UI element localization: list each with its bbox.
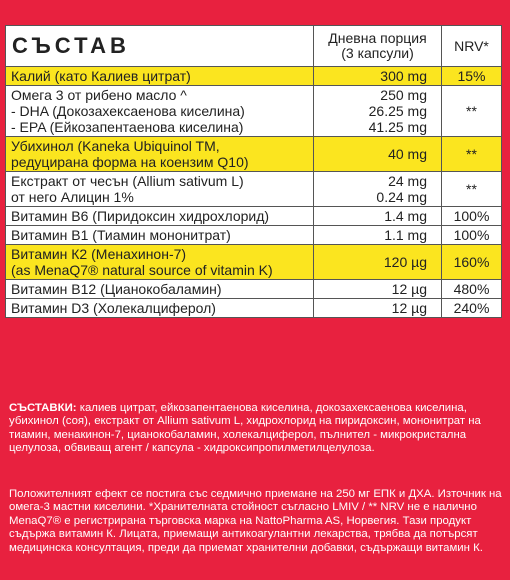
ingredients-paragraph xyxy=(9,402,503,456)
nrv-cell: 480% xyxy=(442,280,502,299)
nutrient-name-cell: Витамин В12 (Цианокобаламин) xyxy=(6,280,314,299)
table-row xyxy=(6,172,502,207)
nrv-column-header: NRV* xyxy=(442,26,502,67)
nrv-cell: 15% xyxy=(442,67,502,86)
table-row xyxy=(6,86,502,137)
nutrient-name-cell: Омега 3 от рибено масло ^ - DHA (Докозахексаенова киселина) - EPA (Ейкозапентаенова киселина) xyxy=(6,86,314,137)
nrv-cell: ** xyxy=(442,86,502,137)
nutrient-name-cell: Витамин К2 (Менахинон-7) (as MenaQ7® natural source of vitamin K) xyxy=(6,245,314,280)
nrv-cell: ** xyxy=(442,137,502,172)
daily-dose-cell: 1.1 mg xyxy=(314,226,442,245)
nrv-cell: 100% xyxy=(442,207,502,226)
daily-dose-cell: 120 µg xyxy=(314,245,442,280)
ingredients-label: СЪСТАВКИ: xyxy=(9,402,77,414)
nutrient-name-cell: Витамин В1 (Тиамин мононитрат) xyxy=(6,226,314,245)
composition-table xyxy=(5,25,502,318)
daily-dose-cell: 300 mg xyxy=(314,67,442,86)
composition-table-container xyxy=(5,25,501,318)
nrv-cell: ** xyxy=(442,172,502,207)
table-title: СЪСТАВ xyxy=(6,26,314,67)
nutrient-name-cell: Убихинол (Kaneka Ubiquinol TM, редуцирана форма на коензим Q10) xyxy=(6,137,314,172)
daily-dose-cell: 24 mg 0.24 mg xyxy=(314,172,442,207)
footnote-text: Положителният ефект се постига със седмично приемане на 250 мг ЕПК и ДХА. Източник на омега-3 мастни киселини. *Хранителната стойност съгласно LMIV / ** NRV не е налично MenaQ7® е регистрирана търговска марка на NattoPharma AS, Норвегия. Тази продукт съдържа витамин К. Лицата, приемащи антикоагулантни лекарства, трябва да потърсят медицинска консултация, преди да приемат хранителни добавки, съдържащи витамин К. xyxy=(9,488,502,554)
table-header-row xyxy=(6,26,502,67)
table-body xyxy=(6,67,502,318)
nutrient-name-cell: Витамин D3 (Холекалциферол) xyxy=(6,299,314,318)
table-row xyxy=(6,299,502,318)
table-row xyxy=(6,226,502,245)
footnote-paragraph xyxy=(9,488,503,555)
table-row xyxy=(6,207,502,226)
nutrient-name-cell: Витамин В6 (Пиридоксин хидрохлорид) xyxy=(6,207,314,226)
daily-dose-cell: 12 µg xyxy=(314,280,442,299)
nrv-cell: 100% xyxy=(442,226,502,245)
table-row xyxy=(6,137,502,172)
daily-dose-cell: 12 µg xyxy=(314,299,442,318)
nrv-cell: 240% xyxy=(442,299,502,318)
table-row xyxy=(6,67,502,86)
daily-dose-cell: 40 mg xyxy=(314,137,442,172)
daily-dose-cell: 1.4 mg xyxy=(314,207,442,226)
dose-column-header xyxy=(314,26,442,67)
nrv-cell: 160% xyxy=(442,245,502,280)
ingredients-text: калиев цитрат, ейкозапентаенова киселина, докозахексаенова киселина, убихинол (соя), екстракт от Allium sativum L, хидрохлорид на пиридоксин, мононитрат на тиамин, менакинон-7, цианокобаламин, холекалциферол, пълнител - микрокристална целулоза, обвиващ агент / капсула - хидроксипропилметилцелулоза. xyxy=(9,402,481,455)
daily-dose-cell: 250 mg 26.25 mg 41.25 mg xyxy=(314,86,442,137)
nutrient-name-cell: Екстракт от чесън (Allium sativum L) от него Алицин 1% xyxy=(6,172,314,207)
table-row xyxy=(6,245,502,280)
nutrient-name-cell: Калий (като Калиев цитрат) xyxy=(6,67,314,86)
dose-header-text: Дневна порция (3 капсули) xyxy=(328,30,427,61)
table-row xyxy=(6,280,502,299)
